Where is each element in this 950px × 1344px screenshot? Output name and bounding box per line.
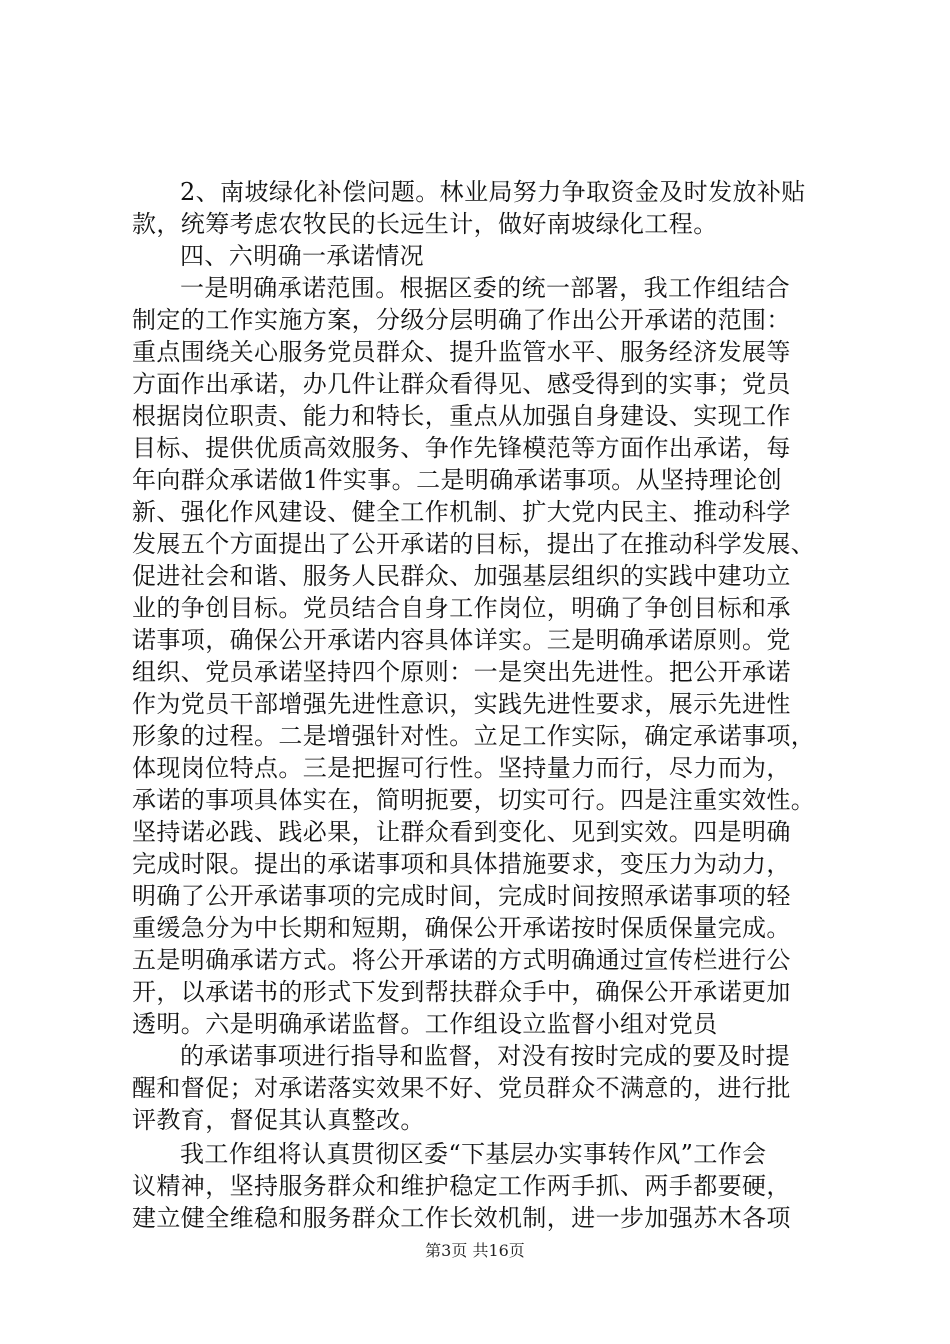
- text-line: 评教育，督促其认真整改。: [132, 1106, 425, 1134]
- text-line: 议精神，坚持服务群众和维护稳定工作两手抓、两手都要硬，: [132, 1172, 791, 1200]
- text-line: 开，以承诺书的形式下发到帮扶群众手中，确保公开承诺更加: [132, 978, 791, 1006]
- text-line: 款，统筹考虑农牧民的长远生计，做好南坡绿化工程。: [132, 210, 718, 238]
- text-line: 的承诺事项进行指导和监督，对没有按时完成的要及时提: [180, 1042, 790, 1070]
- text-line: 明确了公开承诺事项的完成时间，完成时间按照承诺事项的轻: [132, 882, 791, 910]
- text-line: 坚持诺必践、践必果，让群众看到变化、见到实效。四是明确: [132, 818, 791, 846]
- text-line: 承诺的事项具体实在，简明扼要，切实可行。四是注重实效性。: [132, 786, 816, 814]
- text-line: 五是明确承诺方式。将公开承诺的方式明确通过宣传栏进行公: [132, 946, 791, 974]
- text-line: 透明。六是明确承诺监督。工作组设立监督小组对党员: [132, 1010, 718, 1038]
- text-line: 业的争创目标。党员结合自身工作岗位，明确了争创目标和承: [132, 594, 791, 622]
- text-line: 重缓急分为中长期和短期，确保公开承诺按时保质保量完成。: [132, 914, 791, 942]
- text-line: 我工作组将认真贯彻区委“下基层办实事转作风”工作会: [180, 1140, 767, 1168]
- text-line: 方面作出承诺，办几件让群众看得见、感受得到的实事；党员: [132, 370, 791, 398]
- text-line: 组织、党员承诺坚持四个原则：一是突出先进性。把公开承诺: [132, 658, 791, 686]
- text-line: 作为党员干部增强先进性意识，实践先进性要求，展示先进性: [132, 690, 791, 718]
- text-line: 新、强化作风建设、健全工作机制、扩大党内民主、推动科学: [132, 498, 791, 526]
- text-line: 制定的工作实施方案，分级分层明确了作出公开承诺的范围：: [132, 306, 791, 334]
- section-heading: 四、六明确一承诺情况: [180, 242, 424, 270]
- text-line: 建立健全维稳和服务群众工作长效机制，进一步加强苏木各项: [132, 1204, 791, 1232]
- text-line: 形象的过程。二是增强针对性。立足工作实际，确定承诺事项，: [132, 722, 816, 750]
- text-line: 完成时限。提出的承诺事项和具体措施要求，变压力为动力，: [132, 850, 791, 878]
- text-line: 目标、提供优质高效服务、争作先锋模范等方面作出承诺，每: [132, 434, 791, 462]
- page-number-footer: 第3页 共16页: [425, 1241, 525, 1260]
- text-line: 诺事项，确保公开承诺内容具体详实。三是明确承诺原则。党: [132, 626, 791, 654]
- text-line: 醒和督促；对承诺落实效果不好、党员群众不满意的，进行批: [132, 1074, 791, 1102]
- text-line: 根据岗位职责、能力和特长，重点从加强自身建设、实现工作: [132, 402, 791, 430]
- text-line: 一是明确承诺范围。根据区委的统一部署，我工作组结合: [180, 274, 790, 302]
- text-line: 2、南坡绿化补偿问题。林业局努力争取资金及时发放补贴: [180, 178, 806, 206]
- text-line: 年向群众承诺做1件实事。二是明确承诺事项。从坚持理论创: [132, 466, 783, 494]
- text-line: 体现岗位特点。三是把握可行性。坚持量力而行，尽力而为，: [132, 754, 791, 782]
- text-line: 重点围绕关心服务党员群众、提升监管水平、服务经济发展等: [132, 338, 791, 366]
- text-line: 发展五个方面提出了公开承诺的目标，提出了在推动科学发展、: [132, 530, 816, 558]
- text-line: 促进社会和谐、服务人民群众、加强基层组织的实践中建功立: [132, 562, 791, 590]
